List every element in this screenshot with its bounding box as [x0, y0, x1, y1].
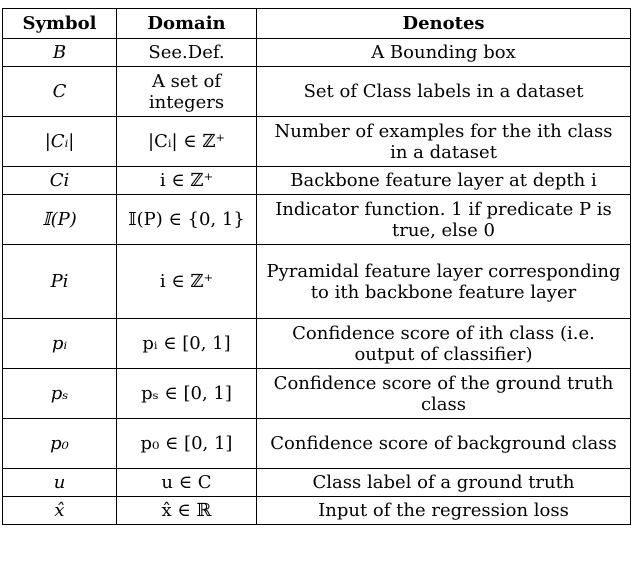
header-domain: Domain: [117, 9, 257, 39]
cell-denotes: Number of examples for the ith class in a dataset: [257, 117, 631, 167]
cell-symbol: u: [3, 469, 117, 497]
cell-domain: A set of integers: [117, 67, 257, 117]
header-row: [3, 9, 631, 39]
table-row: [3, 245, 631, 319]
cell-denotes: A Bounding box: [257, 39, 631, 67]
cell-domain: |Cᵢ| ∈ ℤ⁺: [117, 117, 257, 167]
cell-domain: i ∈ ℤ⁺: [117, 245, 257, 319]
cell-domain: See.Def.: [117, 39, 257, 67]
cell-symbol: x̂: [3, 497, 117, 525]
cell-symbol: pᵢ: [3, 319, 117, 369]
cell-domain: x̂ ∈ ℝ: [117, 497, 257, 525]
table-header: [3, 9, 631, 39]
table-row: [3, 419, 631, 469]
cell-denotes: Set of Class labels in a dataset: [257, 67, 631, 117]
cell-denotes: Pyramidal feature layer corresponding to ith backbone feature layer: [257, 245, 631, 319]
header-symbol: Symbol: [3, 9, 117, 39]
table-row: [3, 117, 631, 167]
cell-symbol: Pi: [3, 245, 117, 319]
table-row: [3, 469, 631, 497]
table-row: [3, 369, 631, 419]
table-row: [3, 167, 631, 195]
table-row: [3, 67, 631, 117]
cell-domain: p₀ ∈ [0, 1]: [117, 419, 257, 469]
table-row: [3, 319, 631, 369]
cell-domain: 𝕀(P) ∈ {0, 1}: [117, 195, 257, 245]
cell-symbol: C: [3, 67, 117, 117]
cell-domain: pₛ ∈ [0, 1]: [117, 369, 257, 419]
cell-denotes: Confidence score of background class: [257, 419, 631, 469]
cell-denotes: Confidence score of ith class (i.e. output of classifier): [257, 319, 631, 369]
cell-denotes: Backbone feature layer at depth i: [257, 167, 631, 195]
cell-denotes: Class label of a ground truth: [257, 469, 631, 497]
cell-denotes: Confidence score of the ground truth class: [257, 369, 631, 419]
cell-domain: i ∈ ℤ⁺: [117, 167, 257, 195]
cell-symbol: 𝕀(P): [3, 195, 117, 245]
cell-symbol: B: [3, 39, 117, 67]
cell-symbol: pₛ: [3, 369, 117, 419]
notation-table: [2, 8, 631, 525]
table-body: [3, 39, 631, 525]
cell-symbol: Ci: [3, 167, 117, 195]
cell-domain: pᵢ ∈ [0, 1]: [117, 319, 257, 369]
cell-symbol: |Cᵢ|: [3, 117, 117, 167]
cell-denotes: Indicator function. 1 if predicate P is true, else 0: [257, 195, 631, 245]
table-row: [3, 39, 631, 67]
cell-symbol: p₀: [3, 419, 117, 469]
cell-domain: u ∈ C: [117, 469, 257, 497]
header-denotes: Denotes: [257, 9, 631, 39]
table-row: [3, 195, 631, 245]
table-row: [3, 497, 631, 525]
cell-denotes: Input of the regression loss: [257, 497, 631, 525]
